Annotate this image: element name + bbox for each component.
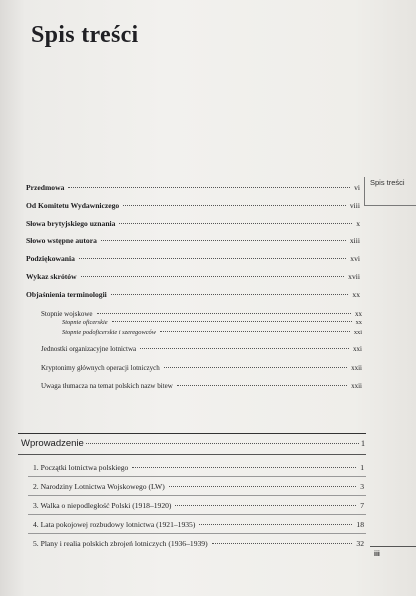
toc-subentry-label: Stopnie wojskowe — [41, 310, 93, 318]
toc-subentry[interactable] — [62, 318, 362, 328]
toc-chapter-page: 7 — [360, 501, 364, 510]
toc-subentry[interactable] — [41, 381, 362, 391]
toc-subentry-page: xxii — [351, 364, 362, 372]
chapter-rule — [28, 514, 366, 515]
dot-leader — [97, 313, 351, 314]
toc-entry-page: xvi — [350, 254, 360, 263]
dot-leader — [86, 443, 359, 444]
dot-leader — [212, 543, 353, 544]
toc-entry[interactable] — [26, 254, 360, 264]
toc-entry[interactable] — [26, 272, 360, 282]
dot-leader — [101, 240, 346, 241]
dot-leader — [123, 205, 346, 206]
toc-subentry-label: Kryptonimy głównych operacji lotniczych — [41, 364, 160, 372]
section-rule-bottom — [18, 454, 366, 455]
toc-subentry-label: Stopnie oficerskie — [62, 319, 108, 326]
dot-leader — [79, 258, 346, 259]
dot-leader — [199, 524, 352, 525]
section-heading-page: 1 — [361, 439, 365, 448]
toc-subentry-page: xx — [355, 319, 362, 326]
toc-chapter-label: 2. Narodziny Lotnictwa Wojskowego (LW) — [33, 482, 165, 491]
dot-leader — [177, 385, 347, 386]
dot-leader — [132, 467, 356, 468]
toc-entry-label: Od Komitetu Wydawniczego — [26, 201, 120, 210]
page-number: iii — [374, 551, 380, 558]
toc-chapter[interactable] — [33, 463, 364, 473]
dot-leader — [119, 223, 352, 224]
corner-rule — [370, 546, 416, 547]
section-heading-label: Wprowadzenie — [21, 438, 84, 449]
toc-subentry-page: xx — [355, 310, 362, 318]
toc-entry-page: xvii — [348, 272, 360, 281]
side-tab-label: Spis treści — [370, 178, 405, 187]
toc-subentry-page: xxii — [351, 382, 362, 390]
toc-chapter-label: 4. Lata pokojowej rozbudowy lotnictwa (1921–1935) — [33, 520, 196, 529]
toc-subentry-page: xxi — [353, 345, 362, 353]
dot-leader — [111, 294, 349, 295]
toc-chapter[interactable] — [33, 482, 364, 492]
toc-chapter-page: 3 — [360, 482, 364, 491]
dot-leader — [175, 505, 356, 506]
toc-subentry-page: xxi — [353, 329, 362, 336]
page-title: Spis treści — [31, 22, 139, 48]
toc-subentry-label: Stopnie podoficerskie i szeregowców — [62, 329, 157, 336]
toc-entry[interactable] — [26, 219, 360, 229]
toc-subentry-label: Jednostki organizacyjne lotnictwa — [41, 345, 137, 353]
section-rule-top — [18, 433, 366, 434]
toc-chapter-page: 32 — [356, 539, 364, 548]
chapter-rule — [28, 476, 366, 477]
toc-entry-label: Wykaz skrótów — [26, 272, 77, 281]
dot-leader — [81, 276, 345, 277]
toc-entry-page: xiii — [349, 236, 360, 245]
dot-leader — [68, 187, 350, 188]
toc-subentry-label: Uwaga tłumacza na temat polskich nazw bitew — [41, 382, 173, 390]
toc-entry[interactable] — [26, 290, 360, 300]
toc-chapter-label: 1. Początki lotnictwa polskiego — [33, 463, 129, 472]
toc-chapter[interactable] — [33, 501, 364, 511]
chapter-rule — [28, 533, 366, 534]
chapter-rule — [28, 495, 366, 496]
toc-subentry[interactable] — [62, 328, 362, 338]
toc-entry-page: xx — [352, 290, 360, 299]
dot-leader — [169, 486, 356, 487]
toc-entry-page: vi — [354, 183, 360, 192]
toc-chapter[interactable] — [33, 539, 364, 549]
toc-entry[interactable] — [26, 236, 360, 246]
section-heading[interactable] — [21, 438, 365, 449]
toc-entry[interactable] — [26, 183, 360, 193]
toc-entry-label: Objaśnienia terminologii — [26, 290, 107, 299]
dot-leader — [160, 331, 350, 332]
toc-chapter-page: 18 — [356, 520, 364, 529]
toc-entry-label: Słowo wstępne autora — [26, 236, 97, 245]
dot-leader — [112, 321, 352, 322]
toc-entry-label: Przedmowa — [26, 183, 65, 192]
toc-chapter[interactable] — [33, 520, 364, 530]
toc-chapter-page: 1 — [360, 463, 364, 472]
toc-entry-label: Słowa brytyjskiego uznania — [26, 219, 116, 228]
toc-entry[interactable] — [26, 201, 360, 211]
toc-chapter-label: 5. Plany i realia polskich zbrojeń lotniczych (1936–1939) — [33, 539, 208, 548]
toc-subentry[interactable] — [41, 363, 362, 373]
toc-chapter-label: 3. Walka o niepodległość Polski (1918–1920) — [33, 501, 172, 510]
toc-entry-page: x — [356, 219, 360, 228]
dot-leader — [140, 348, 349, 349]
toc-entry-label: Podziękowania — [26, 254, 75, 263]
toc-entry-page: viii — [349, 201, 360, 210]
dot-leader — [164, 367, 347, 368]
toc-subentry[interactable] — [41, 344, 362, 354]
